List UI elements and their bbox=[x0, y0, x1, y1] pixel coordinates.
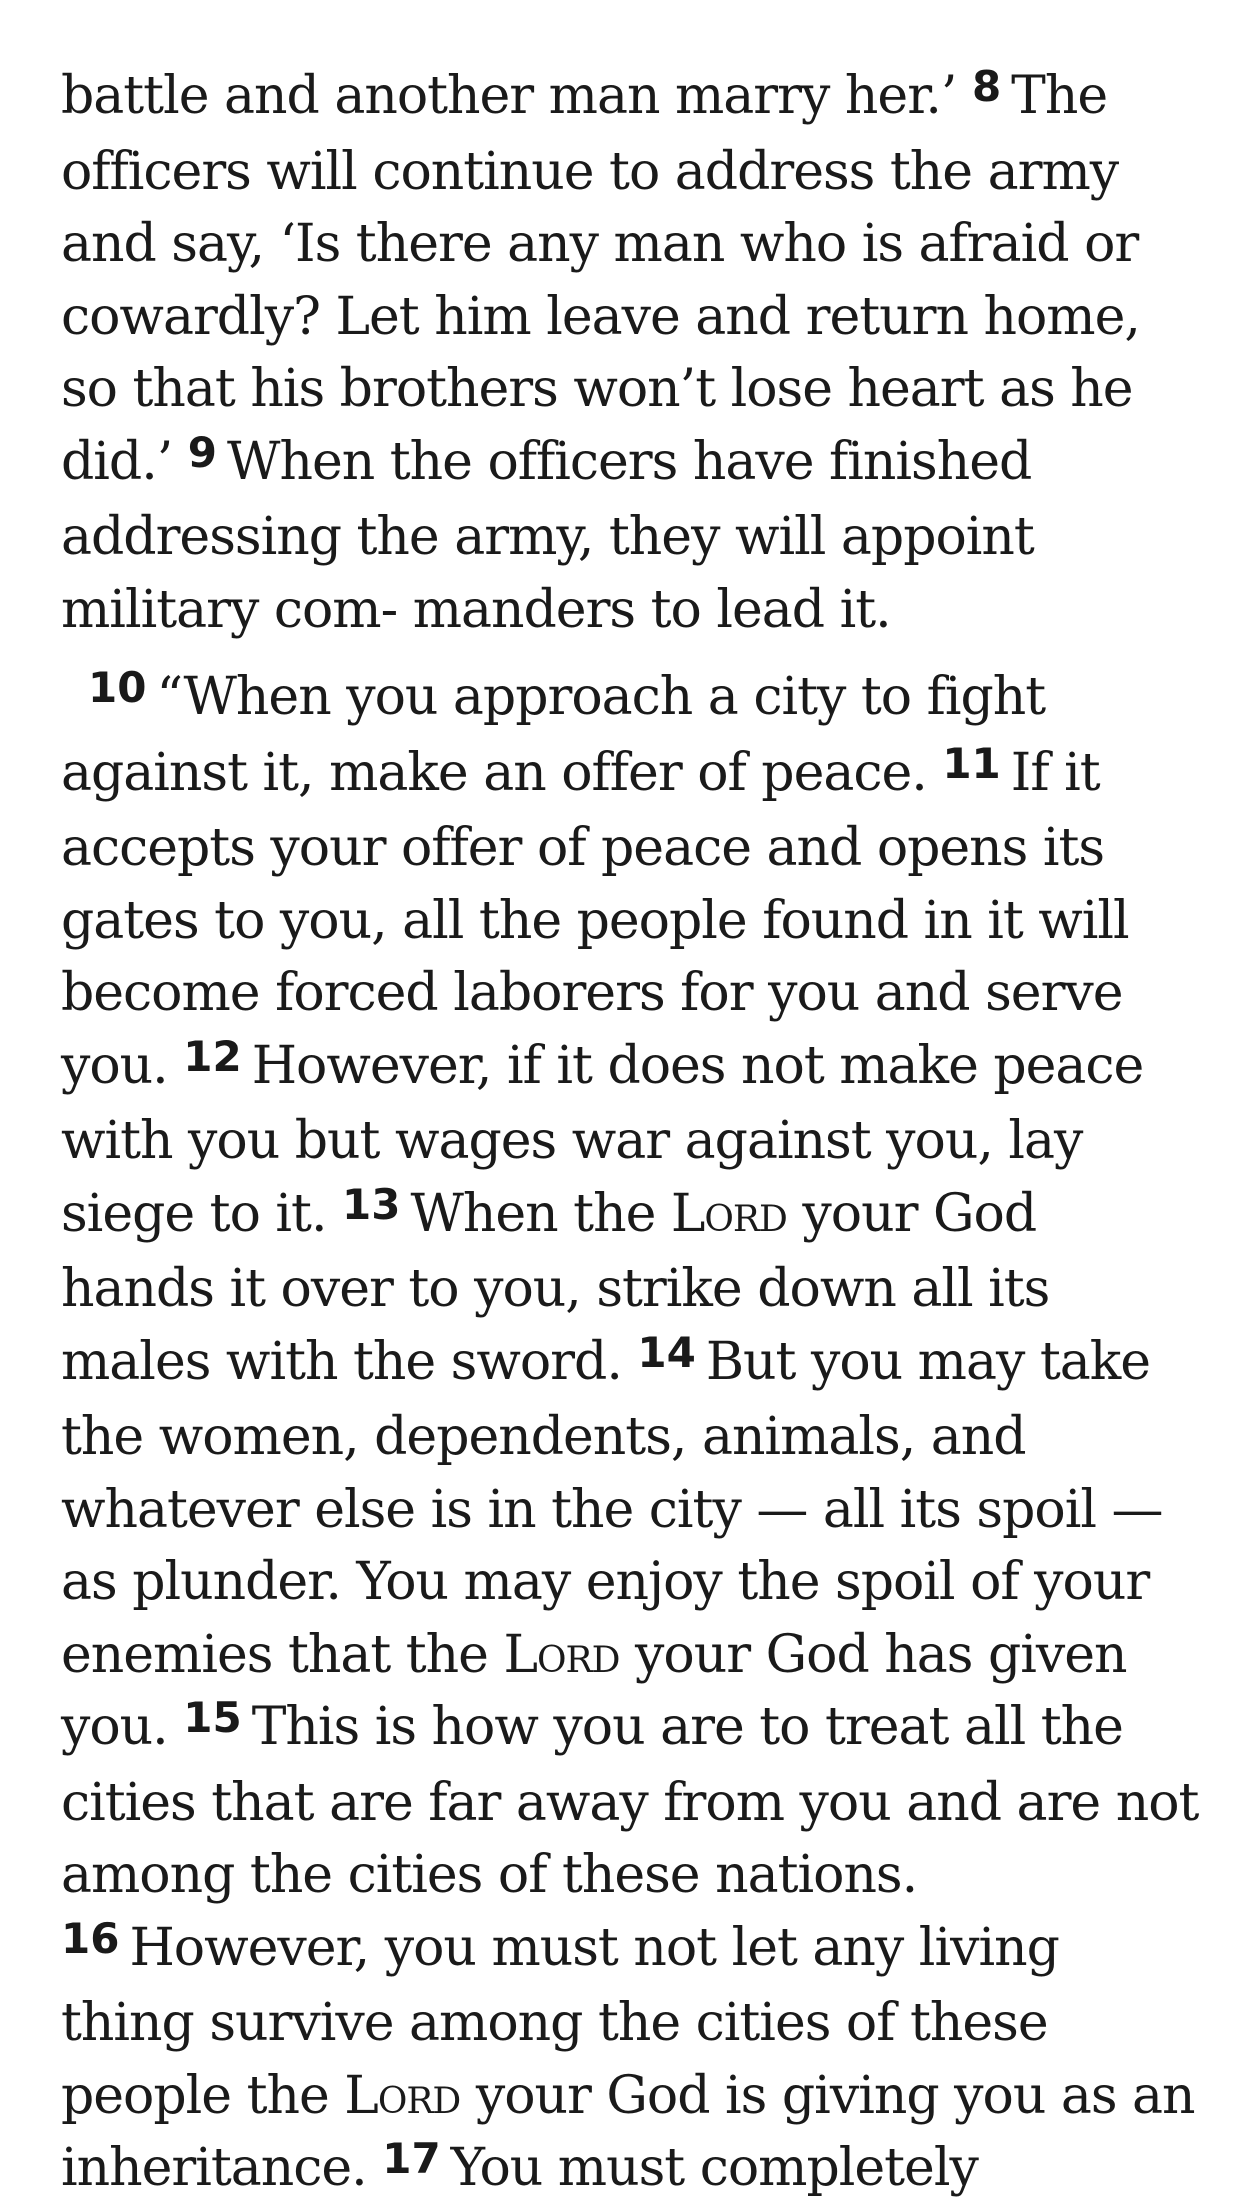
verse-number-16[interactable]: 16 bbox=[61, 1913, 120, 1963]
verse-number-15[interactable]: 15 bbox=[183, 1693, 242, 1742]
divine-name: Lord bbox=[670, 1183, 787, 1244]
verse-number-14[interactable]: 14 bbox=[637, 1327, 696, 1377]
verse-number-12[interactable]: 12 bbox=[183, 1031, 242, 1081]
verse-text: You must completely bbox=[450, 2138, 978, 2198]
verse-text: battle and another man marry her.’ bbox=[61, 66, 957, 126]
divine-name: Lord bbox=[503, 1624, 620, 1685]
verse-text: When the bbox=[410, 1183, 656, 1244]
verse-text: The officers will continue to address the army and say, ‘Is there any man who is afraid or cowardly? Let him leave and return home, so that his brothers won’t lose heart as he did.’ bbox=[61, 66, 1140, 492]
verse-number-10[interactable]: 10 bbox=[88, 663, 147, 712]
verse-text: This is how you are to treat all the cities that are far away from you and are not among the cities of these nations. bbox=[61, 1697, 1199, 1905]
scripture-reader bbox=[61, 60, 1201, 2208]
paragraph-2 bbox=[61, 661, 1201, 2208]
verse-text: But you may take the women, dependents, animals, and whatever else is in the city — all its spoil — as plunder. You may enjoy the spoil of your enemies that the bbox=[61, 1331, 1163, 1685]
verse-number-11[interactable]: 11 bbox=[942, 738, 1001, 788]
verse-text: When the officers have finished addressing the army, they will appoint military com- manders to lead it. bbox=[61, 431, 1034, 640]
verse-text: “When you approach a city to fight against it, make an offer of peace. bbox=[61, 667, 1046, 803]
verse-number-13[interactable]: 13 bbox=[342, 1179, 401, 1229]
verse-text: your God hands it over to you, strike down all its males with the sword. bbox=[61, 1183, 1050, 1392]
verse-number-9[interactable]: 9 bbox=[187, 427, 218, 477]
verse-text: If it accepts your offer of peace and opens its gates to you, all the people found in it will become forced laborers for you and serve you. bbox=[61, 742, 1129, 1096]
verse-number-8[interactable]: 8 bbox=[971, 62, 1002, 111]
verse-text: your God has given you. bbox=[61, 1624, 1127, 1757]
verse-text: However, you must not let any living thing survive among the cities of these people the bbox=[61, 1917, 1059, 2126]
verse-text: However, if it does not make peace with you but wages war against you, lay siege to it. bbox=[61, 1035, 1144, 1244]
verse-number-17[interactable]: 17 bbox=[382, 2134, 441, 2183]
divine-name: Lord bbox=[344, 2065, 461, 2126]
paragraph-1 bbox=[61, 60, 1201, 646]
verse-text: your God is giving you as an inheritance. bbox=[61, 2065, 1195, 2198]
